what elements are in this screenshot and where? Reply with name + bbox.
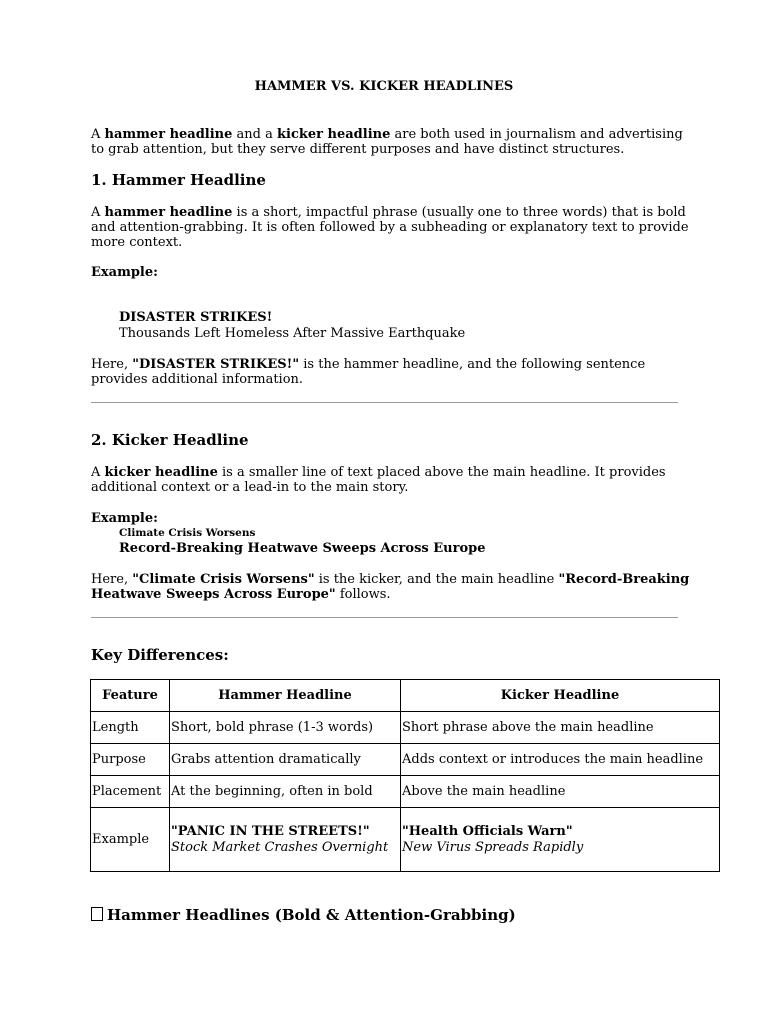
intro-text-2: and a [232, 127, 277, 142]
table-cell: Short, bold phrase (1-3 words) [170, 712, 401, 744]
hammer-note-text-1: Here, [91, 357, 133, 372]
table-cell: Example [91, 808, 170, 872]
table-cell: Adds context or introduces the main headline [401, 744, 720, 776]
kicker-note-bold-1: "Climate Crisis Worsens" [132, 572, 315, 587]
table-row [91, 744, 720, 776]
hammer-example-subheading: Thousands Left Homeless After Massive Earthquake [119, 326, 466, 341]
table-row-example [91, 808, 720, 872]
kicker-example-bold: "Health Officials Warn" [402, 823, 573, 839]
hammer-desc-text-2: is a short, impactful phrase (usually one to three words) that is bold and attention-grabbing. It is often followed by a subheading or explanatory text to provide more context. [91, 205, 689, 250]
table-header-kicker: Kicker Headline [401, 680, 720, 712]
document-title: HAMMER VS. KICKER HEADLINES [254, 79, 514, 94]
hammer-note-bold: "DISASTER STRIKES!" [132, 357, 300, 372]
table-cell: Above the main headline [401, 776, 720, 808]
table-cell-kicker-example [401, 808, 720, 872]
table-header-hammer: Hammer Headline [170, 680, 401, 712]
kicker-desc-bold: kicker headline [104, 465, 218, 480]
table-header-row [91, 680, 720, 712]
kicker-example-italic: New Virus Spreads Rapidly [402, 839, 584, 855]
table-cell: Grabs attention dramatically [170, 744, 401, 776]
kicker-note-text-1: Here, [91, 572, 133, 587]
hammer-example-italic: Stock Market Crashes Overnight [171, 839, 389, 855]
table-cell: Placement [91, 776, 170, 808]
section-divider-2 [91, 617, 678, 618]
kicker-desc-text-1: A [91, 465, 105, 480]
intro-bold-hammer: hammer headline [104, 127, 233, 142]
kicker-note-bold-2: "Record-Breaking Heatwave Sweeps Across Europe" [91, 572, 690, 602]
intro-text-1: A [91, 127, 105, 142]
table-cell: Purpose [91, 744, 170, 776]
hammer-example-label: Example: [91, 265, 158, 280]
table-cell: Short phrase above the main headline [401, 712, 720, 744]
missing-glyph-icon [91, 907, 103, 921]
differences-heading: Key Differences: [91, 646, 229, 664]
kicker-explanation [91, 572, 691, 602]
hammer-explanation [91, 357, 691, 387]
hammer-desc-text-1: A [91, 205, 105, 220]
kicker-section-heading: 2. Kicker Headline [91, 431, 249, 449]
hammer-description [91, 205, 691, 250]
bottom-heading-text: Hammer Headlines (Bold & Attention-Grabbing) [107, 906, 516, 924]
differences-table [90, 679, 720, 872]
hammer-desc-bold: hammer headline [104, 205, 233, 220]
kicker-description [91, 465, 691, 495]
hammer-example-headline: DISASTER STRIKES! [119, 310, 273, 325]
kicker-example-label: Example: [91, 511, 158, 526]
table-cell: Length [91, 712, 170, 744]
kicker-note-text-2: is the kicker, and the main headline [314, 572, 559, 587]
table-header-feature: Feature [91, 680, 170, 712]
hammer-example-bold: "PANIC IN THE STREETS!" [171, 823, 370, 839]
table-cell-hammer-example [170, 808, 401, 872]
table-cell: At the beginning, often in bold [170, 776, 401, 808]
kicker-example-kicker: Climate Crisis Worsens [119, 527, 256, 539]
bottom-heading [91, 907, 516, 923]
kicker-example-headline: Record-Breaking Heatwave Sweeps Across Europe [119, 541, 486, 556]
kicker-desc-text-2: is a smaller line of text placed above the main headline. It provides additional context or a lead-in to the main story. [91, 465, 666, 495]
table-row [91, 712, 720, 744]
intro-bold-kicker: kicker headline [277, 127, 391, 142]
intro-paragraph [91, 127, 691, 157]
table-row [91, 776, 720, 808]
hammer-section-heading: 1. Hammer Headline [91, 171, 266, 189]
intro-text-3: are both used in journalism and advertising to grab attention, but they serve different purposes and have distinct structures. [91, 127, 683, 157]
section-divider-1 [91, 402, 678, 403]
hammer-note-text-2: is the hammer headline, and the following sentence provides additional information. [91, 357, 646, 387]
kicker-note-text-3: follows. [335, 587, 391, 602]
